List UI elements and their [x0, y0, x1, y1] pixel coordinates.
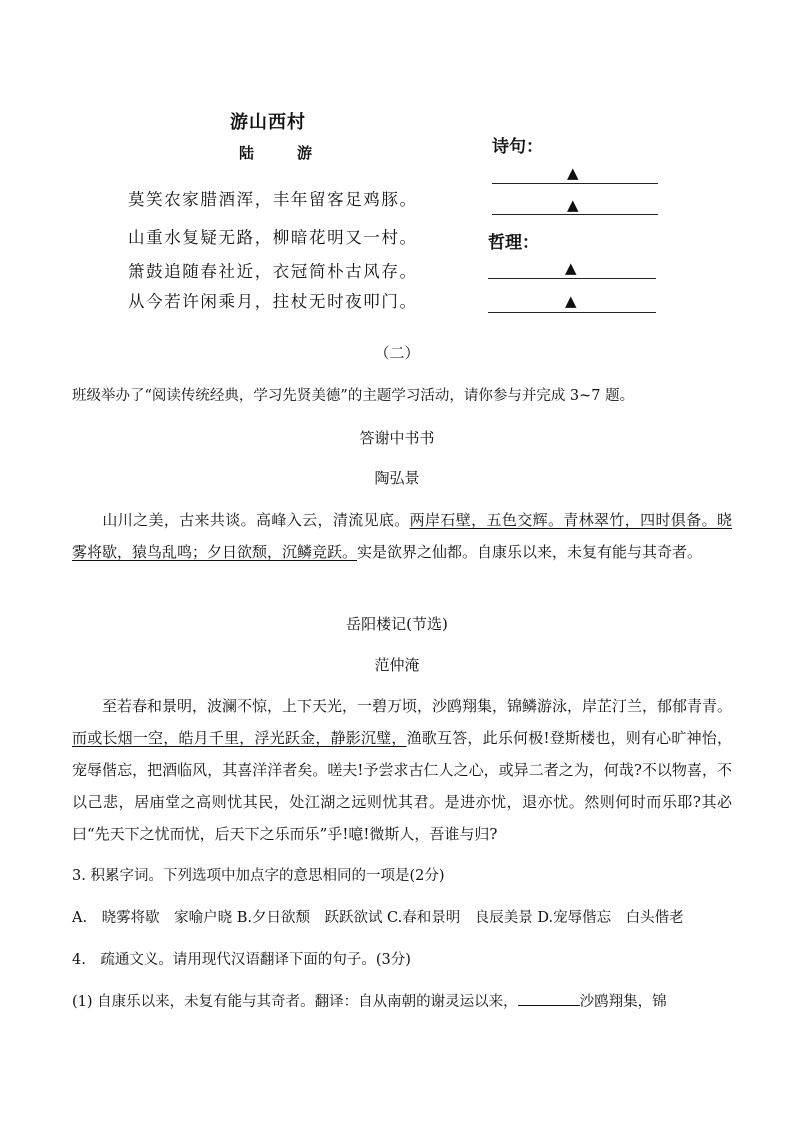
poem-line: 莫笑农家腊酒浑，丰年留客足鸡豚。	[128, 190, 418, 209]
text1-title: 答谢中书书	[359, 429, 435, 447]
text2-author: 范仲淹	[374, 656, 420, 674]
triangle-marker-icon: ▲	[567, 164, 579, 182]
text2-title: 岳阳楼记(节选)	[346, 615, 448, 633]
answer-line[interactable]	[488, 312, 656, 313]
question-4-1	[72, 990, 667, 1011]
principle-label: 哲理：	[488, 233, 539, 253]
triangle-marker-icon: ▲	[565, 259, 577, 277]
poem-line: 山重水复疑无路，柳暗花明又一村。	[128, 228, 418, 247]
verse-label: 诗句：	[492, 137, 543, 157]
answer-blank[interactable]	[518, 991, 580, 1006]
triangle-marker-icon: ▲	[567, 196, 579, 214]
text1-underlined: 两岸石壁，五色交辉。青林翠竹，四时俱备。晓雾将歇，猿鸟乱鸣；夕日欲颓，沉鳞竞跃。	[72, 511, 732, 561]
triangle-marker-icon: ▲	[565, 292, 577, 310]
text1-author: 陶弘景	[374, 469, 420, 487]
question-3: 3. 积累字词。下列选项中加点字的意思相同的一项是(2分)	[72, 868, 445, 884]
answer-line[interactable]	[492, 214, 658, 215]
text1-part: 山川之美，古来共谈。高峰入云，清流见底。	[102, 511, 410, 529]
text1-part: 实是欲界之仙都。自康乐以来，未复有能与其奇者。	[357, 543, 703, 561]
text2-part: 至若春和景明，波澜不惊，上下天光，一碧万顷，沙鸥翔集，锦鳞游泳，岸芷汀兰，郁郁青青。	[102, 697, 733, 715]
text1-paragraph	[72, 504, 732, 568]
section-intro: 班级举办了“阅读传统经典，学习先贤美德”的主题学习活动，请你参与并完成 3~7 题。	[72, 388, 635, 404]
question-3-options: A. 晓雾将歇 家喻户晓 B.夕日欲颓 跃跃欲试 C.春和景明 良辰美景 D.宠辱偕忘 白头偕老	[72, 910, 684, 926]
question-4-1-text: (1) 自康乐以来，未复有能与其奇者。翻译：自从南朝的谢灵运以来，	[72, 994, 518, 1010]
poem-author: 陆 游	[239, 144, 327, 162]
question-4: 4. 疏通文义。请用现代汉语翻译下面的句子。(3分)	[72, 952, 411, 968]
answer-line[interactable]	[488, 278, 656, 279]
text2-paragraph	[72, 690, 732, 850]
poem-title: 游山西村	[230, 112, 306, 133]
section-number: （二）	[374, 344, 420, 362]
answer-line[interactable]	[492, 183, 658, 184]
poem-line: 箫鼓追随春社近，衣冠简朴古风存。	[128, 262, 418, 281]
question-4-1-tail: 沙鸥翔集，锦	[579, 994, 667, 1010]
text2-underlined: 而或长烟一空，皓月千里，浮光跃金，静影沉璧，	[72, 729, 407, 747]
poem-line: 从今若许闲乘月，拄杖无时夜叩门。	[128, 292, 418, 311]
text2-part: 渔歌互答，此乐何极!登斯楼也，则有心旷神怡，宠辱偕忘，把酒临风，其喜洋洋者矣。嗟夫!予尝求古仁人之心，或异二者之为，何哉?不以物喜，不以己悲，居庙堂之高则忧其民，处江湖之远则忧其君。是进亦忧，退亦忧。然则何时而乐耶?其必曰“先天下之忧而忧，后天下之乐而乐”乎!噫!微斯人，吾谁与归?	[72, 729, 732, 843]
